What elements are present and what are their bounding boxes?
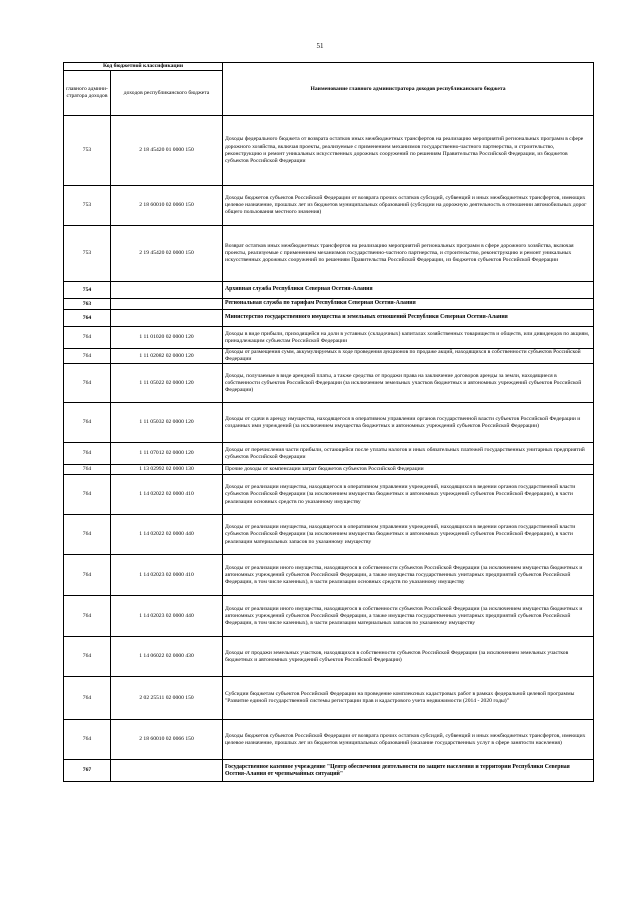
income-code-cell: 2 18 60010 02 0060 150 bbox=[111, 186, 223, 226]
admin-code-cell: 764 bbox=[64, 596, 111, 637]
income-code-cell: 2 19 45420 02 0000 150 bbox=[111, 226, 223, 282]
income-name-cell: Доходы от сдачи в аренду имущества, находящегося в оперативном управлении органов государственной власти субъектов Российской Федерации и созданных ими учреждений (за исключением имущества бюджетных и автономных учреждений субъектов Российской Федерации) bbox=[223, 403, 594, 443]
admin-code-cell: 767 bbox=[64, 760, 111, 782]
income-code-cell bbox=[111, 299, 223, 310]
table-row bbox=[64, 637, 594, 677]
table-row bbox=[64, 310, 594, 327]
table-row bbox=[64, 299, 594, 310]
income-name-cell: Доходы федерального бюджета от возврата остатков иных межбюджетных трансфертов на реализацию мероприятий региональных программ в сфере дорожного хозяйства, включая проекты, реализуемые с применением механизмов государственно-частного партнерства, и строительство, реконструкцию и ремонт уникальных искусственных дорожных сооружений по решениям Правительства Российской Федерации, из бюджетов субъектов Российской Федерации bbox=[223, 116, 594, 186]
table-row bbox=[64, 465, 594, 475]
income-admin-table bbox=[63, 62, 594, 782]
admin-code-cell: 753 bbox=[64, 226, 111, 282]
income-name-cell: Доходы от продажи земельных участков, находящихся в собственности субъектов Российской Федерации (за исключением земельных участков бюджетных и автономных учреждений субъектов Российской Федерации) bbox=[223, 637, 594, 677]
income-code-cell: 1 14 02022 02 0000 440 bbox=[111, 515, 223, 555]
table-row bbox=[64, 677, 594, 720]
income-name-cell: Архивная служба Республики Северная Осетия-Алания bbox=[223, 282, 594, 299]
header-admin-code: главного админи-стратора доходов bbox=[64, 71, 111, 116]
admin-code-cell: 764 bbox=[64, 465, 111, 475]
table-row bbox=[64, 403, 594, 443]
income-name-cell: Доходы в виде прибыли, приходящейся на доли в уставных (складочных) капиталах хозяйственных товариществ и обществ, или дивидендов по акциям, принадлежащим субъектам Российской Федерации bbox=[223, 327, 594, 349]
income-code-cell bbox=[111, 282, 223, 299]
page-number: 51 bbox=[316, 42, 324, 50]
table-row bbox=[64, 596, 594, 637]
income-name-cell: Доходы от реализации имущества, находящегося в оперативном управлении учреждений, находящихся в ведении органов государственной власти субъектов Российской Федерации (за исключением имущества бюджетных и автономных учреждений субъектов Российской Федерации), в части реализации материальных запасов по указанному имуществу bbox=[223, 515, 594, 555]
income-code-cell: 1 11 02082 02 0000 120 bbox=[111, 349, 223, 364]
admin-code-cell: 764 bbox=[64, 475, 111, 515]
income-name-cell: Доходы, получаемые в виде арендной платы, а также средства от продажи права на заключение договоров аренды за земли, находящиеся в собственности субъектов Российской Федерации (за исключением земельных участков бюджетных и автономных учреждений субъектов Российской Федерации) bbox=[223, 364, 594, 403]
admin-code-cell: 764 bbox=[64, 349, 111, 364]
income-code-cell: 1 11 05032 02 0000 120 bbox=[111, 403, 223, 443]
income-code-cell: 1 13 02992 02 0000 130 bbox=[111, 465, 223, 475]
income-code-cell: 1 11 07012 02 0000 120 bbox=[111, 443, 223, 465]
admin-code-cell: 764 bbox=[64, 310, 111, 327]
admin-code-cell: 764 bbox=[64, 327, 111, 349]
admin-code-cell: 764 bbox=[64, 677, 111, 720]
admin-code-cell: 753 bbox=[64, 116, 111, 186]
header-income-code: доходов республиканского бюджета bbox=[111, 71, 223, 116]
admin-code-cell: 764 bbox=[64, 555, 111, 596]
income-name-cell: Доходы от реализации иного имущества, находящегося в собственности субъектов Российской Федерации (за исключением имущества бюджетных и автономных учреждений субъектов Российской Федерации, а также имущества государственных унитарных предприятий субъектов Российской Федерации, в том числе казенных), в части реализации основных средств по указанному имуществу bbox=[223, 555, 594, 596]
income-name-cell: Министерство государственного имущества и земельных отношений Республики Северная Осетия-Алания bbox=[223, 310, 594, 327]
income-name-cell: Доходы бюджетов субъектов Российской Федерации от возврата прочих остатков субсидий, субвенций и иных межбюджетных трансфертов, имеющих целевое назначение, прошлых лет из бюджетов муниципальных образований (субсидии на дорожную деятельность в отношении автомобильных дорог общего пользования местного значения) bbox=[223, 186, 594, 226]
admin-code-cell: 764 bbox=[64, 443, 111, 465]
income-code-cell: 1 14 02023 02 0000 410 bbox=[111, 555, 223, 596]
header-budget-classification: Код бюджетной классификации bbox=[64, 63, 223, 71]
header-admin-name: Наименование главного администратора доходов республиканского бюджета bbox=[223, 63, 594, 116]
income-code-cell: 1 14 02022 02 0000 410 bbox=[111, 475, 223, 515]
income-code-cell: 1 14 06022 02 0000 430 bbox=[111, 637, 223, 677]
income-name-cell: Субсидии бюджетам субъектов Российской Федерации на проведение комплексных кадастровых работ в рамках федеральной целевой программы "Развитие единой государственной системы регистрации прав и кадастрового учета недвижимости (2014 - 2020 годы)" bbox=[223, 677, 594, 720]
income-code-cell bbox=[111, 760, 223, 782]
income-name-cell: Доходы от реализации иного имущества, находящегося в собственности субъектов Российской Федерации (за исключением имущества бюджетных и автономных учреждений субъектов Российской Федерации, а также имущества государственных унитарных предприятий субъектов Российской Федерации, в том числе казенных), в части реализации материальных запасов по указанному имуществу bbox=[223, 596, 594, 637]
income-code-cell: 2 02 25511 02 0000 150 bbox=[111, 677, 223, 720]
table-row bbox=[64, 226, 594, 282]
income-name-cell: Региональная служба по тарифам Республики Северная Осетия-Алания bbox=[223, 299, 594, 310]
table-row bbox=[64, 116, 594, 186]
income-name-cell: Прочие доходы от компенсации затрат бюджетов субъектов Российской Федерации bbox=[223, 465, 594, 475]
income-admin-table-container bbox=[63, 62, 593, 782]
table-body bbox=[64, 116, 594, 782]
table-row bbox=[64, 760, 594, 782]
income-name-cell: Доходы от размещения сумм, аккумулируемых в ходе проведения аукционов по продаже акций, находящихся в собственности субъектов Российской Федерации bbox=[223, 349, 594, 364]
table-row bbox=[64, 349, 594, 364]
admin-code-cell: 754 bbox=[64, 282, 111, 299]
income-code-cell: 1 14 02023 02 0000 440 bbox=[111, 596, 223, 637]
admin-code-cell: 763 bbox=[64, 299, 111, 310]
table-row bbox=[64, 475, 594, 515]
table-row bbox=[64, 443, 594, 465]
admin-code-cell: 764 bbox=[64, 637, 111, 677]
admin-code-cell: 753 bbox=[64, 186, 111, 226]
income-name-cell: Доходы от реализации имущества, находящегося в оперативном управлении учреждений, находящихся в ведении органов государственной власти субъектов Российской Федерации (за исключением имущества бюджетных и автономных учреждений субъектов Российской Федерации), в части реализации основных средств по указанному имуществу bbox=[223, 475, 594, 515]
income-name-cell: Возврат остатков иных межбюджетных трансфертов на реализацию мероприятий региональных программ в сфере дорожного хозяйства, включая проекты, реализуемые с применением механизмов государственно-частного партнерства, и строительство, реконструкцию и ремонт уникальных искусственных дорожных сооружений по решениям Правительства Российской Федерации, из бюджетов субъектов Российской Федерации bbox=[223, 226, 594, 282]
table-row bbox=[64, 327, 594, 349]
income-code-cell: 2 18 60010 02 0066 150 bbox=[111, 720, 223, 760]
table-row bbox=[64, 515, 594, 555]
admin-code-cell: 764 bbox=[64, 364, 111, 403]
income-code-cell bbox=[111, 310, 223, 327]
income-code-cell: 1 11 05022 02 0000 120 bbox=[111, 364, 223, 403]
income-name-cell: Доходы бюджетов субъектов Российской Федерации от возврата прочих остатков субсидий, субвенций и иных межбюджетных трансфертов, имеющих целевое назначение, прошлых лет из бюджетов муниципальных образований (оказание государственных услуг в сфере занятости населения) bbox=[223, 720, 594, 760]
income-name-cell: Доходы от перечисления части прибыли, остающейся после уплаты налогов и иных обязательных платежей государственных унитарных предприятий субъектов Российской Федерации bbox=[223, 443, 594, 465]
table-row bbox=[64, 555, 594, 596]
table-row bbox=[64, 186, 594, 226]
table-row bbox=[64, 720, 594, 760]
admin-code-cell: 764 bbox=[64, 720, 111, 760]
admin-code-cell: 764 bbox=[64, 403, 111, 443]
header-row-group bbox=[64, 63, 594, 71]
admin-code-cell: 764 bbox=[64, 515, 111, 555]
income-name-cell: Государственное казенное учреждение "Центр обеспечения деятельности по защите населения и территории Республики Северная Осетия-Алания от чрезвычайных ситуаций" bbox=[223, 760, 594, 782]
income-code-cell: 2 18 45420 01 0000 150 bbox=[111, 116, 223, 186]
table-row bbox=[64, 364, 594, 403]
income-code-cell: 1 11 01020 02 0000 120 bbox=[111, 327, 223, 349]
table-row bbox=[64, 282, 594, 299]
